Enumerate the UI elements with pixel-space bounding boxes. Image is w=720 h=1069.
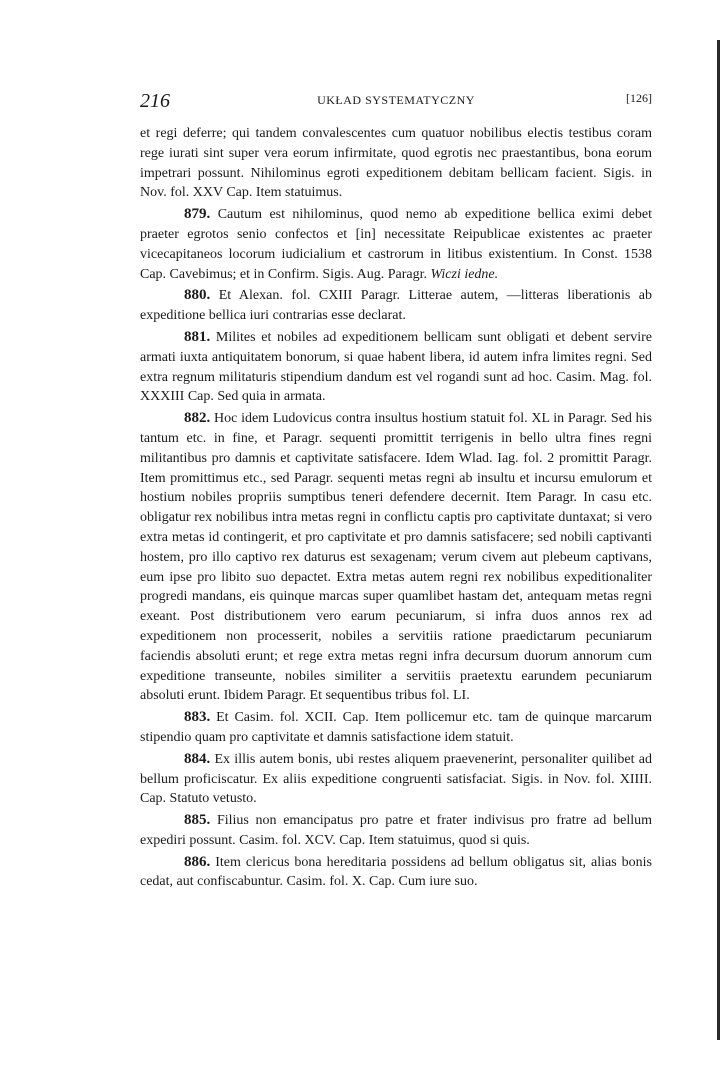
paragraph-number: 882. [184, 410, 211, 427]
paragraph-number: 879. [184, 206, 211, 223]
paragraph-text: Ex illis autem bonis, ubi restes aliquem praevenerint, personaliter quilibet ad bellum proficiscatur. Ex aliis expeditione congruenti satisfaciat. Sigis. in Nov. fol. XIIII. Cap. Statuto vetusto. [140, 751, 652, 807]
paragraph-886 [140, 853, 652, 893]
paragraph-882 [140, 409, 652, 706]
header-title: UKŁAD SYSTEMATYCZNY [317, 93, 475, 107]
paragraph-884 [140, 750, 652, 809]
text-body [140, 124, 652, 894]
paragraph-text: Filius non emancipatus pro patre et frater indivisus pro fratre ad bellum expediri possunt. Casim. fol. XCV. Cap. Item statuimus, quod si quis. [140, 813, 652, 848]
paragraph-number: 883. [184, 709, 211, 726]
paragraph-number: 884. [184, 750, 211, 767]
sheet-mark: [126] [626, 91, 652, 105]
paragraph-number: 885. [184, 812, 211, 829]
paragraph-text: Et Alexan. fol. CXIII Paragr. Litterae autem, —litteras liberationis ab expeditione bellica iuri contrarias esse declarat. [140, 288, 653, 324]
paragraph-italic-tail: Wiczi iedne. [430, 266, 499, 282]
paragraph-text: Hoc idem Ludovicus contra insultus hostium statuit fol. XL in Paragr. Sed his tantum etc. in fine, et Paragr. sequenti promittit terrigenis in bello ultra fines regni militantibus pro damnis et captivitate satisfacere. Idem Wlad. Iag. fol. 2 promittit Paragr. Item promittimus etc., sed Paragr. sequenti metas regni ab insultu et incursu emulorum et hostium nobiles propriis sumptibus teneri defendere decernit. Item Paragr. In casu etc. obligatur rex nobilibus intra metas regni in conflictu captis pro captivitate duntaxat; si vero extra metas id contingerit, et pro captivitate et pro damnis satisfacere; sed nobili captivanti hostem, pro illo captivo rex daturus est sexagenam; verum civem aut plebeum captivans, eum ipse pro libito suo depactet. Extra metas autem regni rex nobilibus expeditionaliter progredi mandans, eis quinque marcas super quamlibet hastam det, antequam metas regni exeant. Post distributionem vero earum pecuniarum, si infra duos annos rex ad expeditionem non processerit, nobiles a servitiis ratione praedictarum pecuniarum faciendis absoluti erunt; et rege extra metas regni infra decursum duorum annorum cum expeditione transeunte, nobiles similiter a servitiis praetextu earundem pecuniarum absoluti erunt. Ibidem Paragr. Et sequentibus tribus fol. LI. [140, 411, 652, 704]
paragraph-880 [140, 286, 652, 326]
paragraph-text: Et Casim. fol. XCII. Cap. Item pollicemur etc. tam de quinque marcarum stipendio quam pro captivitate et damnis satisfactione idem statuit. [140, 710, 652, 745]
paragraph-number: 880. [184, 287, 211, 304]
paragraph-879 [140, 205, 652, 284]
paragraph-text: Cautum est nihilominus, quod nemo ab expeditione bellica eximi debet praeter egrotos senio confectos et [in] necessitate Reipublicae existentes ac praeter vicecapitaneos locorum iudicialium et castrorum in litibus existentium. In Const. 1538 Cap. Cavebimus; et in Confirm. Sigis. Aug. Paragr. [140, 207, 653, 282]
paragraph-number: 881. [184, 328, 211, 345]
paragraph-text: Item clericus bona hereditaria possidens ad bellum obligatus sit, alias bonis cedat, aut confiscabuntur. Casim. fol. X. Cap. Cum iure suo. [140, 854, 652, 890]
running-head [140, 90, 652, 114]
paragraph-text: et regi deferre; qui tandem convalescentes cum quatuor nobilibus electis testibus coram rege iurati sint super vera eorum infirmitate, quod egrotis nec praestantibus, bona eorum impetrari possunt. Nihilominus egroti expeditionem debitam bellicam facient. Sigis. in Nov. fol. XXV Cap. Item statuimus. [140, 126, 652, 201]
paragraph-885 [140, 811, 652, 851]
paragraph-number: 886. [184, 853, 211, 870]
page-number: 216 [140, 90, 170, 112]
paragraph-text: Milites et nobiles ad expeditionem bellicam sunt obligati et debent servire armati iuxta antiquitatem bonorum, si quae habent libera, id autem infra limites regni. Sed extra regnum militaturis stipendium dandum est vel rogandi sunt ad hoc. Casim. Mag. fol. XXXIII Cap. Sed quia in armata. [140, 329, 653, 405]
paragraph-continued [140, 124, 652, 203]
paragraph-883 [140, 708, 652, 748]
paragraph-881 [140, 328, 652, 407]
